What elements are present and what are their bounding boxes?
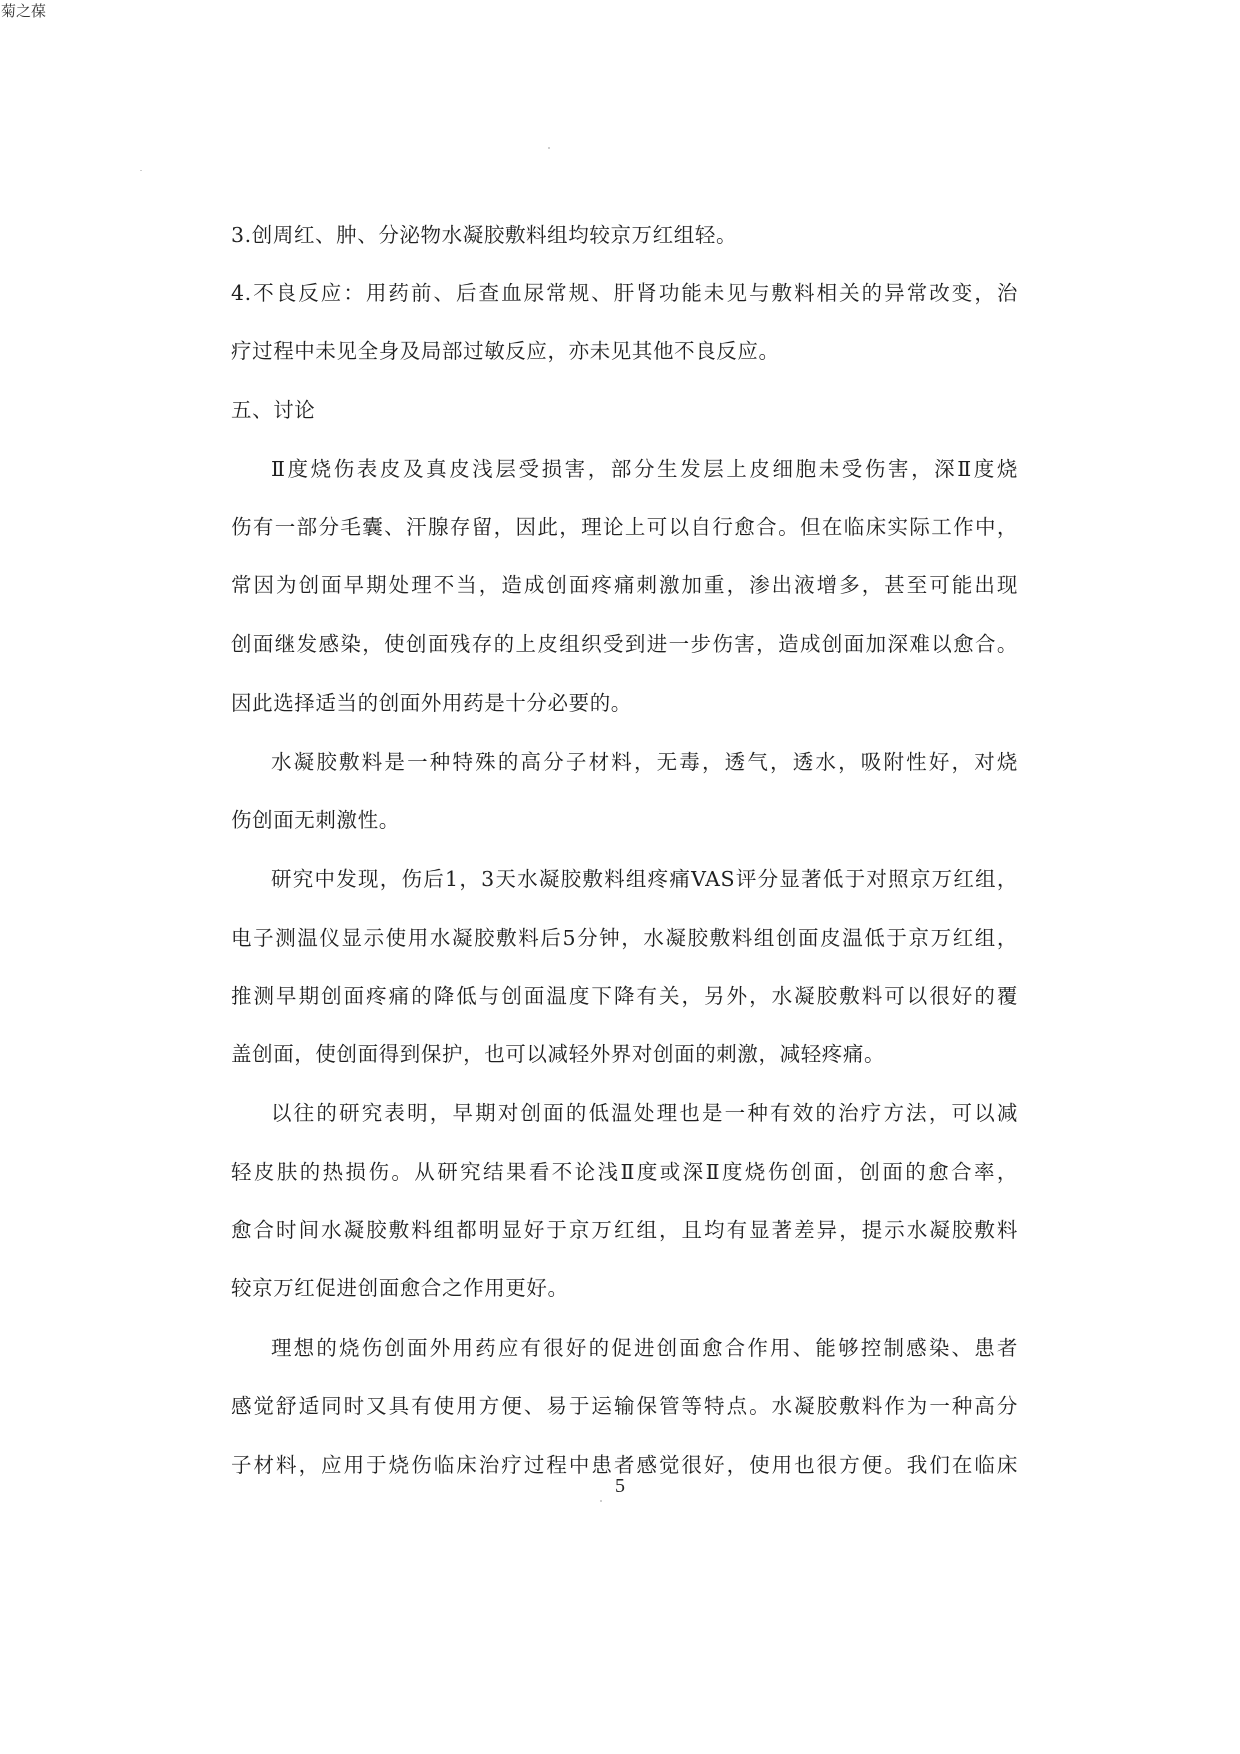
text-line: 4.不良反应：用药前、后查血尿常规、肝肾功能未见与敷料相关的异常改变，治 xyxy=(231,281,1018,305)
page-number: 5 xyxy=(615,1475,625,1497)
text-line: 理想的烧伤创面外用药应有很好的促进创面愈合作用、能够控制感染、患者 xyxy=(271,1336,1018,1360)
section-heading: 五、讨论 xyxy=(231,398,316,422)
text-line: 因此选择适当的创面外用药是十分必要的。 xyxy=(231,691,632,715)
text-line: 子材料，应用于烧伤临床治疗过程中患者感觉很好，使用也很方便。我们在临床 xyxy=(231,1453,1018,1477)
scan-speck xyxy=(140,170,142,171)
text-line: 水凝胶敷料是一种特殊的高分子材料，无毒，透气，透水，吸附性好，对烧 xyxy=(271,750,1018,774)
scan-speck xyxy=(548,147,550,149)
text-line: 电子测温仪显示使用水凝胶敷料后5分钟，水凝胶敷料组创面皮温低于京万红组， xyxy=(231,926,1018,950)
text-line: 感觉舒适同时又具有使用方便、易于运输保管等特点。水凝胶敷料作为一种高分 xyxy=(231,1394,1018,1418)
text-line: 盖创面，使创面得到保护，也可以减轻外界对创面的刺激，减轻疼痛。 xyxy=(231,1042,886,1066)
text-line: 以往的研究表明，早期对创面的低温处理也是一种有效的治疗方法，可以减 xyxy=(271,1101,1018,1125)
text-line: 创面继发感染，使创面残存的上皮组织受到进一步伤害，造成创面加深难以愈合。 xyxy=(231,632,1018,656)
text-line: 轻皮肤的热损伤。从研究结果看不论浅Ⅱ度或深Ⅱ度烧伤创面，创面的愈合率， xyxy=(231,1160,1018,1184)
text-line: 伤有一部分毛囊、汗腺存留，因此，理论上可以自行愈合。但在临床实际工作中， xyxy=(231,515,1018,539)
text-line: 疗过程中未见全身及局部过敏反应，亦未见其他不良反应。 xyxy=(231,339,780,363)
text-line: 研究中发现，伤后1，3天水凝胶敷料组疼痛VAS评分显著低于对照京万红组， xyxy=(271,867,1018,891)
text-line: 愈合时间水凝胶敷料组都明显好于京万红组，且均有显著差异，提示水凝胶敷料 xyxy=(231,1218,1018,1242)
scan-speck xyxy=(600,1500,602,1502)
text-line: 较京万红促进创面愈合之作用更好。 xyxy=(231,1276,569,1300)
text-line: 常因为创面早期处理不当，造成创面疼痛刺激加重，渗出液增多，甚至可能出现 xyxy=(231,573,1018,597)
text-line: 伤创面无刺激性。 xyxy=(231,808,400,832)
corner-watermark: 菊之葆 xyxy=(1,2,47,20)
text-line: 3.创周红、肿、分泌物水凝胶敷料组均较京万红组轻。 xyxy=(231,223,738,247)
text-line: Ⅱ度烧伤表皮及真皮浅层受损害，部分生发层上皮细胞未受伤害，深Ⅱ度烧 xyxy=(271,457,1018,481)
text-line: 推测早期创面疼痛的降低与创面温度下降有关，另外，水凝胶敷料可以很好的覆 xyxy=(231,984,1018,1008)
